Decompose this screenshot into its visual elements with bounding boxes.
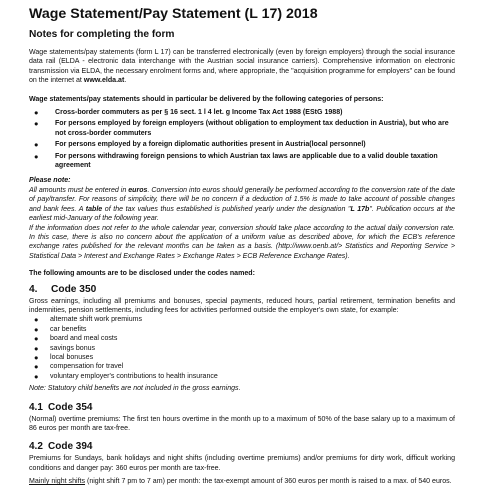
list-item-text: compensation for travel [50, 363, 124, 371]
intro-paragraph [29, 48, 455, 86]
night-shifts-text: (night shift 7 pm to 7 am) per month: the tax-exempt amount of 360 euros per month is raised to a max. of 540 euros. [85, 478, 452, 486]
note-emphasis: L 17b [350, 205, 370, 213]
list-item [29, 334, 455, 343]
category-text: Cross-border commuters as per § 16 sect. 1 l 4 let. g Income Tax Act 1988 (EStG 1988) [55, 109, 343, 117]
code-394-text: Premiums for Sundays, bank holidays and night shifts (including overtime premiums) and/or premiums for dirty work, difficult working conditions and danger pay: 360 euros per month are tax-free. [29, 455, 455, 472]
list-item-text: car benefits [50, 325, 87, 333]
page-title: Wage Statement/Pay Statement (L 17) 2018 [29, 6, 318, 22]
list-item [29, 362, 455, 371]
section-number: 4.2 [29, 441, 43, 453]
list-item [29, 372, 455, 381]
bullet-icon: ● [34, 334, 39, 344]
code-350-heading [29, 283, 455, 296]
category-item [29, 119, 455, 138]
note-text: ". Publication occurs at the earliest mid-January of the following year. [29, 205, 455, 223]
intro-end: . [124, 77, 127, 85]
section-number: 4.1 [29, 401, 43, 413]
list-item-text: voluntary employer's contributions to health insurance [50, 372, 218, 380]
please-note-paragraph-2: If the information does not refer to the whole calendar year, conversion should take place according to the actual daily conversion rate. In this case, there is also no concern about the application of a uniform value as described above, for which the ECB's reference exchange rates published for the relevant months can be taken as a basis. (http://www.oenb.at/> Statistics and Reporting Service > Statistical Data > Interest and Exchange Rates > Exchange Rates > ECB Reference Exchange Rates). [29, 224, 455, 260]
code-354-text: (Normal) overtime premiums: The first ten hours overtime in the month up to a maximum of 50% of the base salary up to a maximum of 86 euros per month are tax-free. [29, 415, 455, 432]
list-item-text: savings bonus [50, 344, 96, 352]
bullet-icon: ● [34, 140, 39, 150]
code-394-heading [29, 440, 455, 453]
list-item [29, 353, 455, 362]
list-item-text: board and meal costs [50, 335, 118, 343]
intro-text: Wage statements/pay statements (form L 17) can be transferred electronically (even by foreign employers) through the social insurance data rail (ELDA - electronic data interchange with the Austrian social insurance carriers). Comprehensive information on electronic transmission via ELDA, the necessary enrolment forms and, where appropriate, the "acquisition programme for employers" can be found on the internet at [29, 49, 455, 85]
note-text: of the tax values thus established is published yearly under the designation " [102, 205, 351, 213]
list-item [29, 325, 455, 334]
note-text: All amounts must be entered in [29, 186, 129, 194]
section-title: Code 350 [51, 283, 97, 295]
please-note-heading: Please note: [29, 177, 71, 185]
categories-list [29, 108, 455, 170]
bullet-icon: ● [34, 119, 39, 129]
page-subtitle: Notes for completing the form [29, 29, 175, 40]
please-note-paragraph-1 [29, 186, 455, 224]
page-content [29, 6, 455, 487]
note-emphasis: table [85, 205, 103, 213]
category-item [29, 108, 455, 117]
note-emphasis: euros [128, 186, 148, 194]
bullet-icon: ● [34, 108, 39, 118]
list-item-text: local bonuses [50, 353, 94, 361]
code-354-heading [29, 401, 455, 414]
bullet-icon: ● [34, 371, 39, 381]
amounts-lead: The following amounts are to be disclosed under the codes named: [29, 270, 255, 278]
category-item [29, 140, 455, 149]
note-text: . Conversion into euros should generally be performed according to the conversion rate of the date of pay/transfer. For reasons of simplicity, there will be no concern if a deduction of 1.5% is made to take account of possible changes and bank fees. A [29, 186, 455, 213]
section-title: Code 354 [48, 401, 93, 413]
night-shifts-label: Mainly night shifts [29, 478, 86, 486]
bullet-icon: ● [34, 352, 39, 362]
code-350-note: Note: Statutory child benefits are not included in the gross earnings. [29, 385, 241, 393]
category-item [29, 152, 455, 171]
category-text: For persons employed by foreign employers (without obligation to employment tax deduction in Austria), but who are not cross-border commuters [55, 120, 449, 137]
section-title: Code 394 [48, 441, 93, 453]
bullet-icon: ● [34, 362, 39, 372]
list-item [29, 344, 455, 353]
bullet-icon: ● [34, 315, 39, 325]
elda-link[interactable]: www.elda.at [83, 77, 125, 85]
bullet-icon: ● [34, 324, 39, 334]
section-number: 4. [29, 283, 38, 295]
bullet-icon: ● [34, 343, 39, 353]
code-350-list [29, 315, 455, 381]
code-350-text: Gross earnings, including all premiums and bonuses, special payments, reduced hours, partial retirement, termination benefits and indemnities, pension settlements, including fees for activities performed outside the employer's own state, for example: [29, 297, 455, 314]
list-item [29, 315, 455, 324]
category-text: For persons withdrawing foreign pensions to which Austrian tax laws are applicable due to a valid double taxation agreement [55, 152, 438, 170]
categories-lead: Wage statements/pay statements should in particular be delivered by the following categories of persons: [29, 95, 384, 103]
list-item-text: alternate shift work premiums [50, 316, 143, 324]
category-text: For persons employed by a foreign diplomatic authorities present in Austria(local personnel) [55, 141, 366, 149]
code-394-night-shifts [29, 477, 455, 486]
bullet-icon: ● [34, 151, 39, 161]
